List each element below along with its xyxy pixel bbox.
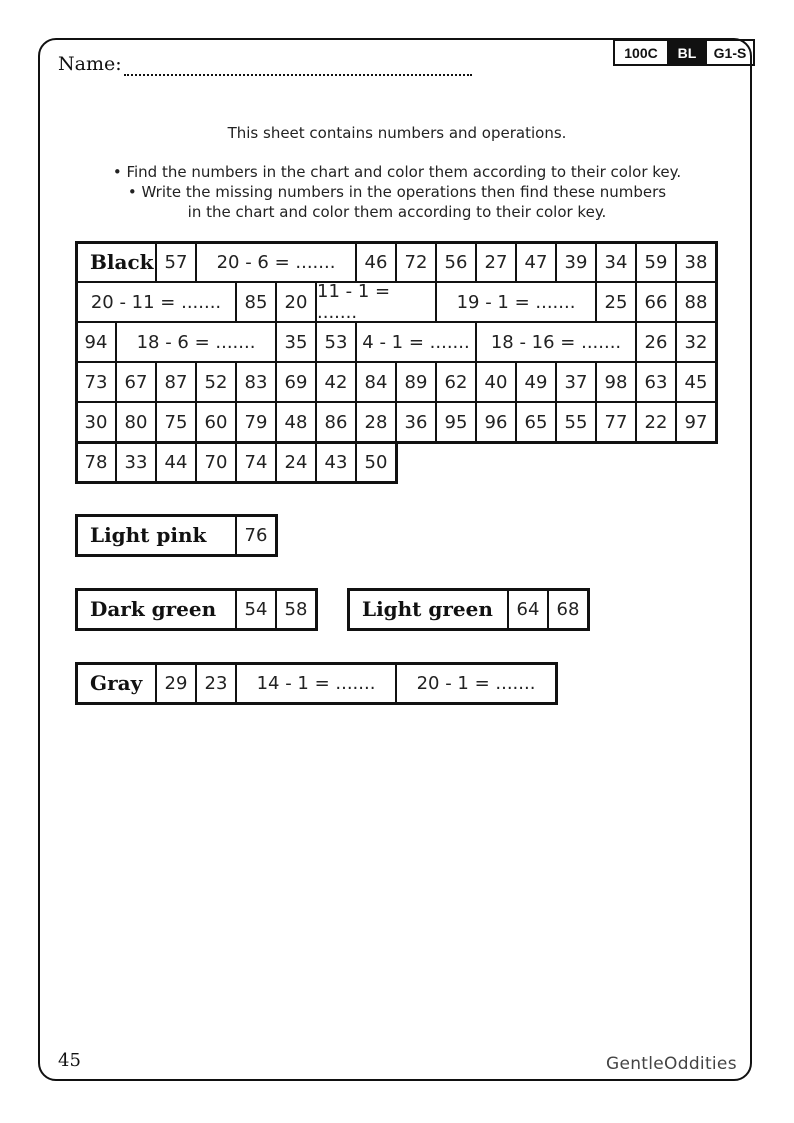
brand-logo: GentleOddities <box>606 1054 737 1074</box>
sheet-tags <box>613 39 755 66</box>
number-cell[interactable]: 65 <box>516 402 556 442</box>
number-cell[interactable]: 32 <box>676 322 716 362</box>
operation-cell[interactable]: 4 - 1 = ....... <box>356 322 476 362</box>
number-cell[interactable]: 28 <box>356 402 396 442</box>
number-cell[interactable]: 35 <box>276 322 316 362</box>
number-cell[interactable]: 94 <box>76 322 116 362</box>
operation-cell[interactable]: 11 - 1 = ....... <box>316 282 436 322</box>
operation-cell[interactable]: 18 - 16 = ....... <box>476 322 636 362</box>
number-cell[interactable]: 44 <box>156 442 196 482</box>
number-cell[interactable]: 96 <box>476 402 516 442</box>
number-cell[interactable]: 48 <box>276 402 316 442</box>
number-cell[interactable]: 54 <box>236 589 276 629</box>
number-cell[interactable]: 36 <box>396 402 436 442</box>
instruction-intro: This sheet contains numbers and operations. <box>227 124 567 142</box>
number-cell[interactable]: 42 <box>316 362 356 402</box>
number-cell[interactable]: 88 <box>676 282 716 322</box>
number-cell[interactable]: 47 <box>516 242 556 282</box>
number-cell[interactable]: 63 <box>636 362 676 402</box>
number-cell[interactable]: 33 <box>116 442 156 482</box>
number-cell[interactable]: 24 <box>276 442 316 482</box>
number-cell[interactable]: 75 <box>156 402 196 442</box>
number-cell[interactable]: 97 <box>676 402 716 442</box>
number-cell[interactable]: 76 <box>236 515 276 555</box>
tag-code: 100C <box>615 41 669 64</box>
number-cell[interactable]: 67 <box>116 362 156 402</box>
operation-cell[interactable]: 18 - 6 = ....... <box>116 322 276 362</box>
number-cell[interactable]: 26 <box>636 322 676 362</box>
number-cell[interactable]: 77 <box>596 402 636 442</box>
number-cell[interactable]: 43 <box>316 442 356 482</box>
operation-cell[interactable]: 14 - 1 = ....... <box>236 663 396 703</box>
number-cell[interactable]: 37 <box>556 362 596 402</box>
name-label: Name: <box>58 53 122 75</box>
number-cell[interactable]: 89 <box>396 362 436 402</box>
number-cell[interactable]: 72 <box>396 242 436 282</box>
number-cell[interactable]: 68 <box>548 589 588 629</box>
operation-cell[interactable]: 19 - 1 = ....... <box>436 282 596 322</box>
number-cell[interactable]: 46 <box>356 242 396 282</box>
number-cell[interactable]: 66 <box>636 282 676 322</box>
number-cell[interactable]: 50 <box>356 442 396 482</box>
number-cell[interactable]: 34 <box>596 242 636 282</box>
number-cell[interactable]: 95 <box>436 402 476 442</box>
number-cell[interactable]: 49 <box>516 362 556 402</box>
number-cell[interactable]: 39 <box>556 242 596 282</box>
number-cell[interactable]: 22 <box>636 402 676 442</box>
number-cell[interactable]: 20 <box>276 282 316 322</box>
key-label-gray: Gray <box>76 663 156 703</box>
number-cell[interactable]: 30 <box>76 402 116 442</box>
number-cell[interactable]: 23 <box>196 663 236 703</box>
operation-cell[interactable]: 20 - 6 = ....... <box>196 242 356 282</box>
number-cell[interactable]: 86 <box>316 402 356 442</box>
number-cell[interactable]: 62 <box>436 362 476 402</box>
number-cell[interactable]: 74 <box>236 442 276 482</box>
number-cell[interactable]: 98 <box>596 362 636 402</box>
number-cell[interactable]: 69 <box>276 362 316 402</box>
number-cell[interactable]: 58 <box>276 589 316 629</box>
number-cell[interactable]: 29 <box>156 663 196 703</box>
key-label-light-pink: Light pink <box>76 515 236 555</box>
name-field[interactable] <box>124 74 472 76</box>
page-number: 45 <box>58 1050 81 1071</box>
key-label-light-green: Light green <box>348 589 508 629</box>
key-label-dark-green: Dark green <box>76 589 236 629</box>
number-cell[interactable]: 73 <box>76 362 116 402</box>
instruction-find: • Find the numbers in the chart and color them according to their color key. <box>112 163 682 181</box>
number-cell[interactable]: 45 <box>676 362 716 402</box>
number-cell[interactable]: 40 <box>476 362 516 402</box>
number-cell[interactable]: 87 <box>156 362 196 402</box>
number-cell[interactable]: 83 <box>236 362 276 402</box>
number-cell[interactable]: 27 <box>476 242 516 282</box>
number-cell[interactable]: 64 <box>508 589 548 629</box>
operation-cell[interactable]: 20 - 1 = ....... <box>396 663 556 703</box>
number-cell[interactable]: 59 <box>636 242 676 282</box>
instruction-write: • Write the missing numbers in the operations then find these numbers <box>127 183 667 201</box>
number-cell[interactable]: 57 <box>156 242 196 282</box>
operation-cell[interactable]: 20 - 11 = ....... <box>76 282 236 322</box>
number-cell[interactable]: 85 <box>236 282 276 322</box>
instruction-write-cont: in the chart and color them according to their color key. <box>187 203 607 221</box>
number-cell[interactable]: 70 <box>196 442 236 482</box>
number-cell[interactable]: 84 <box>356 362 396 402</box>
number-cell[interactable]: 80 <box>116 402 156 442</box>
tag-color: BL <box>669 41 705 64</box>
number-cell[interactable]: 25 <box>596 282 636 322</box>
number-cell[interactable]: 52 <box>196 362 236 402</box>
number-cell[interactable]: 79 <box>236 402 276 442</box>
number-cell[interactable]: 56 <box>436 242 476 282</box>
number-cell[interactable]: 53 <box>316 322 356 362</box>
key-label-black: Black <box>76 242 156 282</box>
tag-grade: G1-S <box>705 41 753 64</box>
number-cell[interactable]: 60 <box>196 402 236 442</box>
number-cell[interactable]: 55 <box>556 402 596 442</box>
number-cell[interactable]: 78 <box>76 442 116 482</box>
number-cell[interactable]: 38 <box>676 242 716 282</box>
